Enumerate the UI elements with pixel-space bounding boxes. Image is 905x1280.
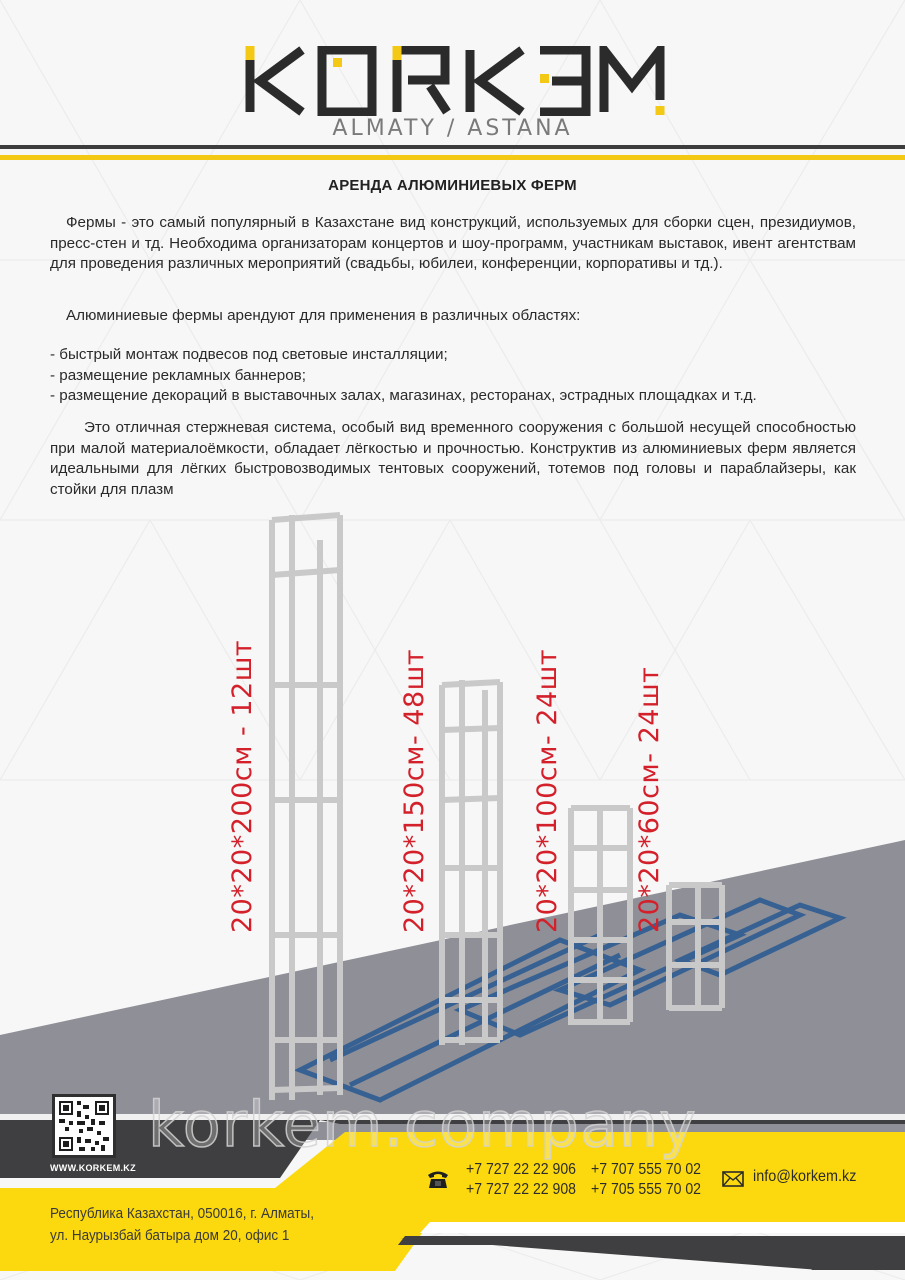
telephone-icon — [427, 1168, 449, 1190]
address-line: ул. Наурызбай батыра дом 20, офис 1 — [50, 1227, 290, 1244]
korkem-logo — [240, 46, 665, 116]
paragraph-uses-heading: Алюминиевые фермы арендуют для применения в различных областях: — [66, 307, 581, 324]
phone-number[interactable]: +7 707 555 70 02 — [591, 1161, 702, 1178]
list-item: - размещение декораций в выставочных залах, магазинах, ресторанах, эстрадных площадках и т.д. — [50, 387, 757, 404]
watermark-text: korkem.company — [148, 1088, 697, 1161]
phone-list-mobile — [591, 1160, 701, 1200]
phone-number[interactable]: +7 705 555 70 02 — [591, 1181, 702, 1198]
envelope-icon — [722, 1171, 744, 1187]
list-item: - размещение рекламных баннеров; — [50, 366, 306, 384]
page-title: АРЕНДА АЛЮМИНИЕВЫХ ФЕРМ — [328, 177, 577, 194]
address-line: Республика Казахстан, 050016, г. Алматы, — [50, 1205, 314, 1222]
product-label-60: 20*20*60см- 24шт — [634, 666, 665, 933]
email-link[interactable]: info@korkem.kz — [753, 1168, 857, 1185]
product-label-200: 20*20*200см - 12шт — [227, 639, 258, 933]
website-url[interactable]: WWW.KORKEM.KZ — [50, 1163, 136, 1173]
logo-subtitle: ALMATY / ASTANA — [332, 116, 573, 141]
uses-list — [50, 345, 856, 407]
phone-number[interactable]: +7 727 22 22 906 — [466, 1161, 577, 1178]
header-divider-dark — [0, 145, 905, 149]
product-label-150: 20*20*150см- 48шт — [399, 648, 430, 933]
paragraph-description: Это отличная стержневая система, особый вид временного сооружения с большой несущей способностью при малой материалоёмкости, обладает лёгкостью и прочностью. Конструктив из алюминиевых ферм является идеальными для лёгких быстровозводимых тентовых сооружений, тотемов под головы и параблайзеры, как стойки для плазм — [50, 419, 856, 498]
phone-number[interactable]: +7 727 22 22 908 — [466, 1181, 577, 1198]
phone-list-city — [466, 1160, 576, 1200]
paragraph-intro: Фермы - это самый популярный в Казахстане вид конструкций, используемых для сборки сцен, президиумов, пресс-стен и тд. Необходима организаторам концертов и шоу-программ, участникам выставок, ивент агентствам для проведения различных мероприятий (свадьбы, юбилеи, конференции, корпоративы и тд.). — [50, 214, 856, 272]
header-divider-yellow — [0, 155, 905, 160]
list-item: - быстрый монтаж подвесов под световые инсталляции; — [50, 346, 448, 363]
qr-code[interactable] — [52, 1094, 116, 1158]
product-illustration — [0, 500, 905, 1140]
product-label-100: 20*20*100см- 24шт — [532, 648, 563, 933]
qr-code-pattern — [55, 1097, 113, 1155]
address — [50, 1203, 314, 1247]
